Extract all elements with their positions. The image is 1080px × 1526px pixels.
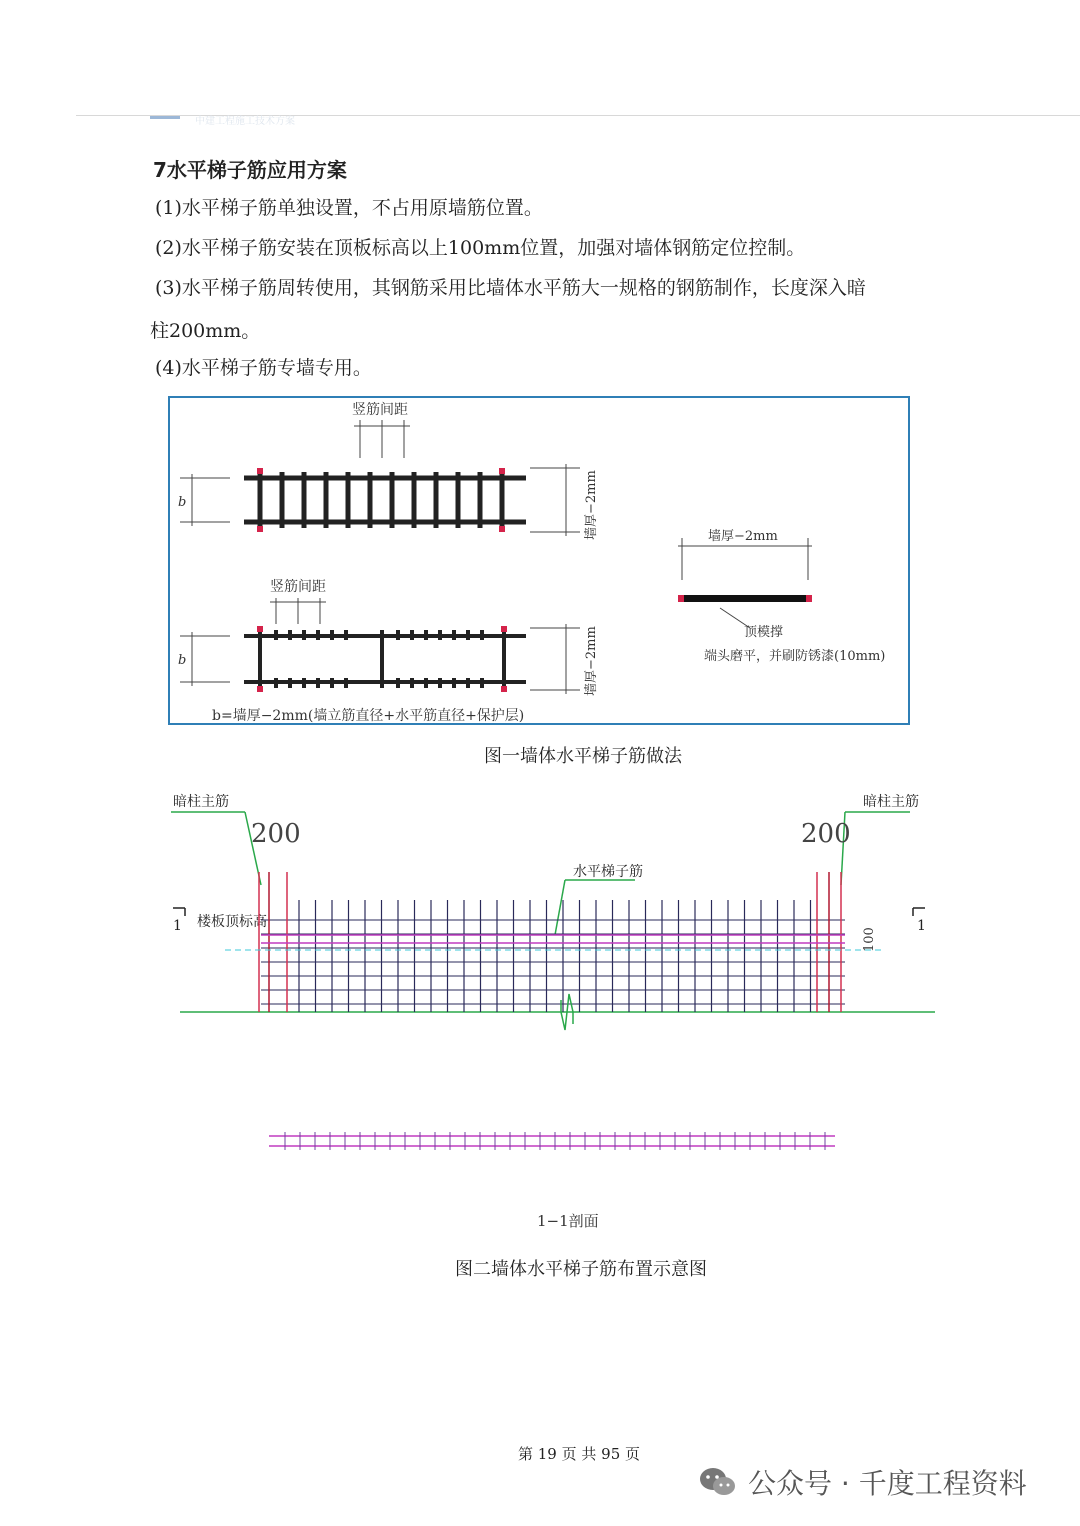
ladder-top	[244, 472, 526, 528]
label-wall-top: 墙厚−2mm	[584, 470, 599, 540]
paragraph-3b: 柱200mm。	[150, 320, 261, 342]
label-spacing-bottom: 竖筋间距	[270, 579, 326, 595]
header-faint-text: 中建工程施工技术方案	[195, 116, 295, 127]
ladder-detail-drawing	[170, 398, 908, 723]
watermark-text: 公众号 · 千度工程资料	[748, 1467, 1027, 1500]
slab-label: 楼板顶标高	[197, 914, 267, 930]
ladder-label: 水平梯子筋	[573, 864, 643, 880]
dim-left: 200	[251, 819, 301, 849]
figure-ladder-layout	[165, 780, 945, 1240]
label-wall-bottom: 墙厚−2mm	[584, 626, 599, 696]
formula-text: b=墙厚−2mm(墙立筋直径+水平筋直径+保护层)	[212, 708, 525, 723]
left-column-label: 暗柱主筋	[173, 794, 229, 810]
paragraph-2: (2)水平梯子筋安装在顶板标高以上100mm位置，加强对墙体钢筋定位控制。	[155, 237, 806, 259]
section-1-1	[269, 1132, 835, 1150]
label-brace-width: 墙厚−2mm	[708, 529, 778, 544]
brace-bar	[682, 595, 808, 602]
watermark	[698, 1462, 1027, 1502]
dim-100: 100	[862, 927, 877, 952]
paragraph-3a: (3)水平梯子筋周转使用，其钢筋采用比墙体水平筋大一规格的钢筋制作，长度深入暗	[155, 277, 866, 299]
label-spacing-top: 竖筋间距	[352, 402, 408, 418]
dim-right: 200	[801, 819, 851, 849]
wall-grid	[225, 872, 885, 1030]
section-title: 7水平梯子筋应用方案	[153, 158, 347, 182]
label-brace: 顶模撑	[744, 625, 784, 640]
paragraph-1: (1)水平梯子筋单独设置，不占用原墙筋位置。	[155, 197, 543, 219]
ladder-layout-drawing	[165, 780, 945, 1240]
wechat-icon	[698, 1465, 738, 1499]
section-mark-right: 1	[917, 918, 926, 934]
right-column-label: 暗柱主筋	[863, 794, 919, 810]
figure1-caption: 图一墙体水平梯子筋做法	[484, 746, 682, 767]
figure2-caption: 图二墙体水平梯子筋布置示意图	[455, 1259, 707, 1280]
section-mark-left: 1	[173, 918, 182, 934]
header-accent	[150, 116, 180, 119]
page-number: 第 19 页 共 95 页	[518, 1445, 641, 1463]
section-title: 1−1剖面	[537, 1212, 599, 1230]
label-brace-note: 端头磨平，并刷防锈漆(10mm)	[704, 649, 886, 664]
figure-ladder-detail	[168, 396, 910, 725]
label-b-bottom: b	[178, 653, 187, 668]
paragraph-4: (4)水平梯子筋专墙专用。	[155, 357, 372, 379]
label-b-top: b	[178, 495, 187, 510]
